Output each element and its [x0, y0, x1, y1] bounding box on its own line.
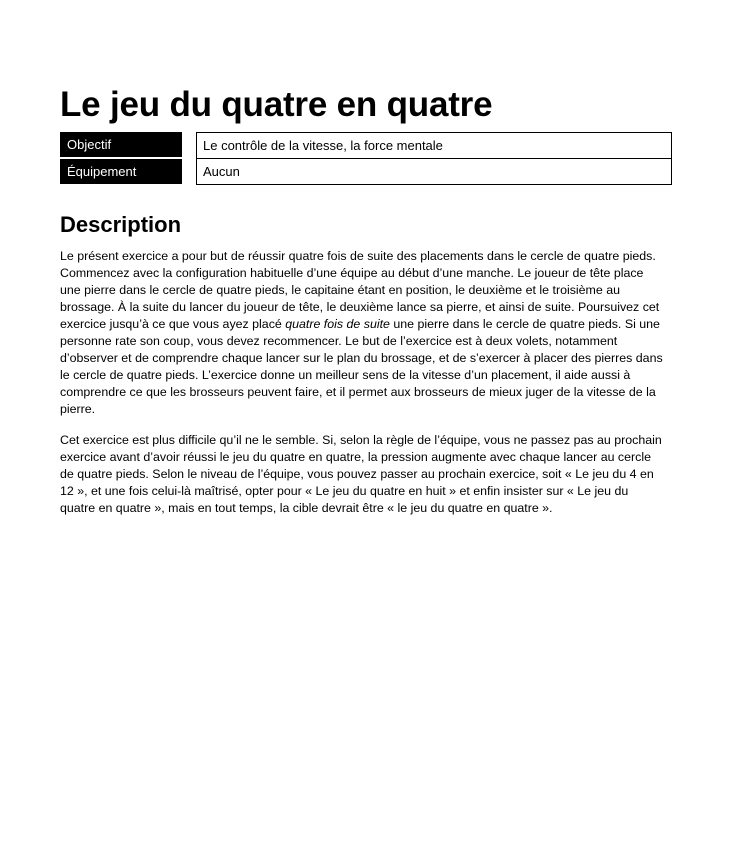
paragraph-1-text-start: Le présent exercice a pour but de réussir quatre fois de suite des placements dans le cercle de quatre pieds. Commencez avec la configuration habituelle d’une équipe au début d’une manche. Le joueur de tête place une pierre dans le cercle de quatre pieds, le capitaine étant en position, le deuxième et le troisième au brossage. À la suite du lancer du joueur de tête, le deuxième lance sa pierre, et ainsi de suite. Poursuivez cet exercice jusqu’à ce que vous ayez placé — [60, 249, 660, 331]
page-title: Le jeu du quatre en quatre — [60, 85, 493, 124]
info-table — [60, 132, 672, 185]
info-label-objectif: Objectif — [60, 132, 182, 157]
paragraph-1-emphasis: quatre fois de suite — [285, 317, 390, 331]
description-paragraph-1 — [60, 248, 665, 418]
description-body — [60, 248, 665, 531]
info-value-equipement: Aucun — [196, 159, 672, 185]
paragraph-1-text-end: une pierre dans le cercle de quatre pieds. Si une personne rate son coup, vous devez recommencer. Le but de l’exercice est à deux volets, notamment d’observer et de comprendre chaque lancer sur le plan du brossage, et de s’exercer à placer des pierres dans le cercle de quatre pieds. L’exercice donne un meilleur sens de la vitesse d’un placement, il aide aussi à comprendre ce que les brosseurs peuvent faire, et il permet aux brosseurs de mieux juger de la vitesse de la pierre. — [60, 317, 663, 416]
info-row-equipement — [60, 159, 672, 185]
info-row-objectif — [60, 132, 672, 159]
info-label-equipement: Équipement — [60, 159, 182, 184]
description-paragraph-2: Cet exercice est plus difficile qu’il ne le semble. Si, selon la règle de l’équipe, vous ne passez pas au prochain exercice avant d’avoir réussi le jeu du quatre en quatre, la pression augmente avec chaque lancer au cercle de quatre pieds. Selon le niveau de l’équipe, vous pouvez passer au prochain exercice, soit « Le jeu du 4 en 12 », et une fois celui-là maîtrisé, opter pour « Le jeu du quatre en huit » et enfin insister sur « Le jeu du quatre en quatre », mais en tout temps, la cible devrait être « le jeu du quatre en quatre ». — [60, 433, 662, 515]
description-heading: Description — [60, 212, 182, 237]
info-value-objectif: Le contrôle de la vitesse, la force mentale — [196, 132, 672, 159]
